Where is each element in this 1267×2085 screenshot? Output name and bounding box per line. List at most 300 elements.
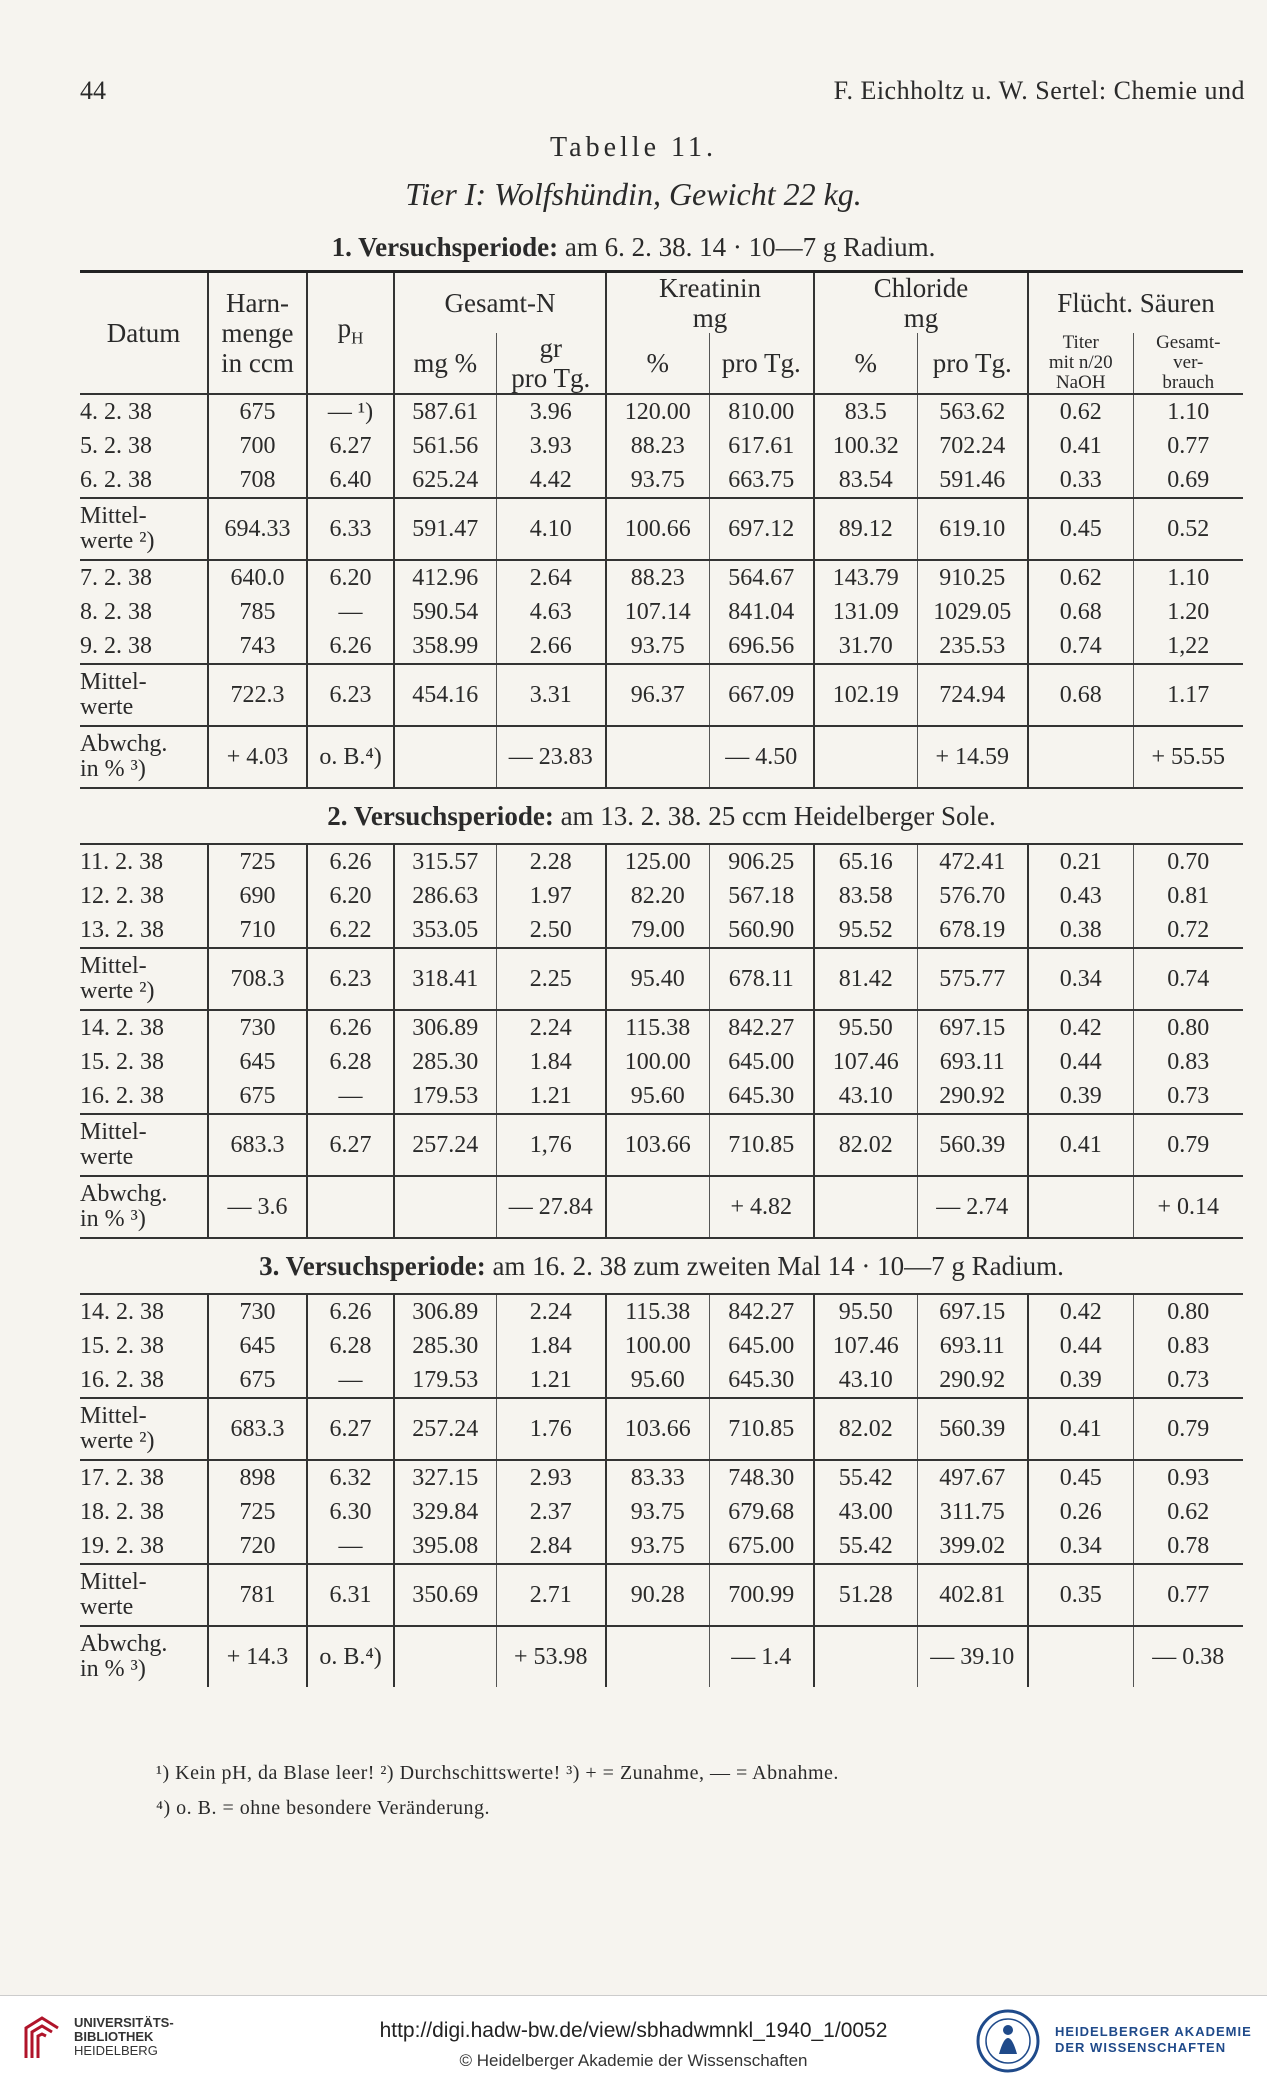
table-cell: 590.54 — [394, 595, 496, 629]
page-footer — [0, 1995, 1267, 2085]
table-cell: 6.23 — [307, 664, 394, 726]
change-row-label: Abwchg. in % ³) — [80, 1631, 168, 1682]
row-date: 19. 2. 38 — [80, 1532, 164, 1559]
table-cell — [814, 726, 917, 788]
table-cell: 358.99 — [394, 629, 496, 664]
table-cell: 2.24 — [496, 1294, 606, 1329]
mean-row-label: Mittel- werte ²) — [80, 1403, 155, 1454]
table-cell: 6.31 — [307, 1564, 394, 1626]
table-cell: 100.66 — [606, 498, 709, 560]
table-cell: 724.94 — [917, 664, 1028, 726]
row-date: 15. 2. 38 — [80, 1048, 164, 1075]
table-cell: 0.62 — [1133, 1495, 1243, 1529]
col-header-chloride-pct: % — [814, 333, 917, 394]
table-cell: 96.37 — [606, 664, 709, 726]
table-cell: — 27.84 — [496, 1176, 606, 1238]
table-row — [80, 560, 1243, 595]
table-cell: 3.93 — [496, 429, 606, 463]
table-cell: — 39.10 — [917, 1626, 1028, 1687]
table-cell: 0.39 — [1028, 1079, 1133, 1114]
table-cell: 43.00 — [814, 1495, 917, 1529]
table-cell: 6.23 — [307, 948, 394, 1010]
col-header-gesamt-n: Gesamt-N — [394, 272, 606, 334]
table-cell: 327.15 — [394, 1460, 496, 1495]
table-cell: 6.28 — [307, 1045, 394, 1079]
table-cell: 690 — [208, 879, 307, 913]
table-cell: 4.42 — [496, 463, 606, 498]
table-cell: 0.35 — [1028, 1564, 1133, 1626]
running-title: F. Eichholtz u. W. Sertel: Chemie und — [833, 76, 1245, 105]
table-cell — [307, 1176, 394, 1238]
table-cell: 103.66 — [606, 1114, 709, 1176]
table-cell: 290.92 — [917, 1363, 1028, 1398]
table-cell: 841.04 — [709, 595, 814, 629]
academy-name: HEIDELBERGER AKADEMIE DER WISSENSCHAFTEN — [1055, 2024, 1252, 2055]
table-cell: 563.62 — [917, 394, 1028, 429]
table-cell: 0.74 — [1133, 948, 1243, 1010]
table-cell: 678.11 — [709, 948, 814, 1010]
table-cell: 0.73 — [1133, 1363, 1243, 1398]
change-row — [80, 1176, 1243, 1238]
table-cell: 103.66 — [606, 1398, 709, 1460]
table-cell: 0.78 — [1133, 1529, 1243, 1564]
table-cell: 2.28 — [496, 844, 606, 879]
table-row — [80, 429, 1243, 463]
table-cell: 285.30 — [394, 1045, 496, 1079]
table-cell: 675.00 — [709, 1529, 814, 1564]
table-cell: 694.33 — [208, 498, 307, 560]
table-cell: 2.66 — [496, 629, 606, 664]
table-cell: 0.83 — [1133, 1045, 1243, 1079]
table-cell: 842.27 — [709, 1010, 814, 1045]
table-row — [80, 394, 1243, 429]
table-cell: 710.85 — [709, 1114, 814, 1176]
table-cell: 0.74 — [1028, 629, 1133, 664]
table-cell: 6.26 — [307, 1010, 394, 1045]
table-cell: 708.3 — [208, 948, 307, 1010]
table-cell: 6.27 — [307, 1114, 394, 1176]
data-table — [80, 270, 1243, 1687]
table-cell: 617.61 — [709, 429, 814, 463]
table-cell: 257.24 — [394, 1114, 496, 1176]
table-cell: 257.24 — [394, 1398, 496, 1460]
table-cell: 6.22 — [307, 913, 394, 948]
table-cell: 702.24 — [917, 429, 1028, 463]
table-cell: 95.50 — [814, 1294, 917, 1329]
table-cell: 6.20 — [307, 560, 394, 595]
table-cell: 560.39 — [917, 1398, 1028, 1460]
table-cell: 0.73 — [1133, 1079, 1243, 1114]
row-date: 14. 2. 38 — [80, 1014, 164, 1041]
table-cell: 0.34 — [1028, 948, 1133, 1010]
table-cell: 710.85 — [709, 1398, 814, 1460]
table-cell: 89.12 — [814, 498, 917, 560]
table-cell: 95.60 — [606, 1079, 709, 1114]
row-date: 7. 2. 38 — [80, 564, 152, 591]
table-cell — [606, 726, 709, 788]
table-cell: 6.28 — [307, 1329, 394, 1363]
table-cell: 561.56 — [394, 429, 496, 463]
period-title-row — [80, 1238, 1243, 1294]
table-cell: 645.00 — [709, 1045, 814, 1079]
col-header-kreatinin-pro-tg: pro Tg. — [709, 333, 814, 394]
mean-row — [80, 664, 1243, 726]
table-cell: 0.62 — [1028, 560, 1133, 595]
table-cell: 0.41 — [1028, 429, 1133, 463]
table-cell: 6.26 — [307, 629, 394, 664]
table-row — [80, 879, 1243, 913]
table-cell: — 0.38 — [1133, 1626, 1243, 1687]
table-row — [80, 1045, 1243, 1079]
table-cell: 2.64 — [496, 560, 606, 595]
mean-row — [80, 1114, 1243, 1176]
period-title: 2. Versuchsperiode: am 13. 2. 38. 25 ccm Heidelberger Sole. — [327, 800, 996, 831]
table-cell: 88.23 — [606, 560, 709, 595]
table-cell: 95.52 — [814, 913, 917, 948]
mean-row-label: Mittel- werte — [80, 1119, 147, 1170]
row-date: 13. 2. 38 — [80, 916, 164, 943]
period-title-row — [80, 788, 1243, 844]
table-cell: + 53.98 — [496, 1626, 606, 1687]
table-cell: 107.14 — [606, 595, 709, 629]
copyright-notice: © Heidelberger Akademie der Wissenschaften — [459, 2051, 808, 2070]
table-row — [80, 1363, 1243, 1398]
table-cell: 107.46 — [814, 1045, 917, 1079]
academy-seal-icon — [975, 2008, 1041, 2074]
table-cell: + 14.59 — [917, 726, 1028, 788]
table-cell: 4.63 — [496, 595, 606, 629]
table-row — [80, 595, 1243, 629]
table-subtitle: Tier I: Wolfshündin, Gewicht 22 kg. — [405, 176, 862, 212]
table-cell: 0.42 — [1028, 1010, 1133, 1045]
table-cell: 683.3 — [208, 1398, 307, 1460]
table-cell: 0.43 — [1028, 879, 1133, 913]
table-cell: 3.31 — [496, 664, 606, 726]
change-row-label: Abwchg. in % ³) — [80, 731, 168, 782]
row-date: 8. 2. 38 — [80, 598, 152, 625]
table-cell: 898 — [208, 1460, 307, 1495]
table-cell: 645.30 — [709, 1079, 814, 1114]
table-cell: 0.39 — [1028, 1363, 1133, 1398]
table-cell: 700.99 — [709, 1564, 814, 1626]
table-cell: 722.3 — [208, 664, 307, 726]
table-cell: 0.34 — [1028, 1529, 1133, 1564]
col-header-kreatinin-pct: % — [606, 333, 709, 394]
table-cell: 315.57 — [394, 844, 496, 879]
table-cell: 663.75 — [709, 463, 814, 498]
table-cell: 95.40 — [606, 948, 709, 1010]
table-cell: 2.84 — [496, 1529, 606, 1564]
table-cell: 693.11 — [917, 1045, 1028, 1079]
col-header-chloride: Chloride mg — [814, 272, 1028, 334]
table-cell: 6.20 — [307, 879, 394, 913]
table-cell: 472.41 — [917, 844, 1028, 879]
table-cell: 1.76 — [496, 1398, 606, 1460]
table-cell: 567.18 — [709, 879, 814, 913]
table-cell: 0.44 — [1028, 1045, 1133, 1079]
table-cell: 285.30 — [394, 1329, 496, 1363]
table-cell: 402.81 — [917, 1564, 1028, 1626]
col-header-datum: Datum — [106, 318, 181, 348]
col-header-chloride-pro-tg: pro Tg. — [917, 333, 1028, 394]
table-cell: 31.70 — [814, 629, 917, 664]
table-cell: 0.33 — [1028, 463, 1133, 498]
footnote-2: ⁴) o. B. = ohne besondere Veränderung. — [156, 1797, 491, 1819]
footnote-1: ¹) Kein pH, da Blase leer! ²) Durchschittswerte! ³) + = Zunahme, — = Abnahme. — [156, 1762, 839, 1784]
table-cell: 100.00 — [606, 1329, 709, 1363]
table-cell: 6.30 — [307, 1495, 394, 1529]
col-header-gr-pro-tg: gr pro Tg. — [496, 333, 606, 394]
table-cell: 743 — [208, 629, 307, 664]
table-cell: 683.3 — [208, 1114, 307, 1176]
change-row — [80, 726, 1243, 788]
table-cell — [814, 1176, 917, 1238]
table-cell: 82.02 — [814, 1398, 917, 1460]
table-row — [80, 1460, 1243, 1495]
table-cell: + 14.3 — [208, 1626, 307, 1687]
table-cell: 1029.05 — [917, 595, 1028, 629]
table-row — [80, 1010, 1243, 1045]
table-cell: 412.96 — [394, 560, 496, 595]
table-cell: 0.45 — [1028, 498, 1133, 560]
row-date: 9. 2. 38 — [80, 632, 152, 659]
table-cell: 725 — [208, 844, 307, 879]
table-cell: 675 — [208, 394, 307, 429]
table-cell: 6.27 — [307, 1398, 394, 1460]
table-cell: 0.38 — [1028, 913, 1133, 948]
table-cell: 2.71 — [496, 1564, 606, 1626]
table-cell: 679.68 — [709, 1495, 814, 1529]
table-cell: 1.10 — [1133, 394, 1243, 429]
table-cell: 125.00 — [606, 844, 709, 879]
table-cell: o. B.⁴) — [307, 726, 394, 788]
table-cell: 329.84 — [394, 1495, 496, 1529]
table-cell: 1.97 — [496, 879, 606, 913]
table-cell: 65.16 — [814, 844, 917, 879]
table-cell: 693.11 — [917, 1329, 1028, 1363]
table-cell: 179.53 — [394, 1079, 496, 1114]
table-row — [80, 1329, 1243, 1363]
table-cell: — 4.50 — [709, 726, 814, 788]
col-header-titer: Titer mit n/20 NaOH — [1028, 333, 1133, 394]
table-cell: — — [307, 1363, 394, 1398]
table-cell: 645.00 — [709, 1329, 814, 1363]
table-cell: 1.84 — [496, 1329, 606, 1363]
table-cell — [1028, 1176, 1133, 1238]
mean-row-label: Mittel- werte ²) — [80, 953, 155, 1004]
table-row — [80, 913, 1243, 948]
table-cell: 810.00 — [709, 394, 814, 429]
table-cell: 2.24 — [496, 1010, 606, 1045]
row-date: 17. 2. 38 — [80, 1464, 164, 1491]
table-row — [80, 1529, 1243, 1564]
table-cell: 353.05 — [394, 913, 496, 948]
table-cell: 748.30 — [709, 1460, 814, 1495]
table-cell: 1.17 — [1133, 664, 1243, 726]
table-body — [80, 394, 1243, 1687]
table-cell: — — [307, 595, 394, 629]
table-cell: 1.21 — [496, 1363, 606, 1398]
col-header-harnmenge: Harn- menge in ccm — [208, 272, 307, 395]
source-url-link[interactable]: http://digi.hadw-bw.de/view/sbhadwmnkl_1940_1/0052 — [379, 2019, 888, 2042]
table-cell: 587.61 — [394, 394, 496, 429]
table-cell: 454.16 — [394, 664, 496, 726]
table-cell: 842.27 — [709, 1294, 814, 1329]
library-name: UNIVERSITÄTS- BIBLIOTHEK HEIDELBERG — [74, 2015, 174, 2058]
mean-row — [80, 1398, 1243, 1460]
table-cell — [394, 1176, 496, 1238]
table-cell: 235.53 — [917, 629, 1028, 664]
table-cell: 3.96 — [496, 394, 606, 429]
table-cell: 6.26 — [307, 1294, 394, 1329]
mean-row — [80, 948, 1243, 1010]
table-cell: 100.00 — [606, 1045, 709, 1079]
table-cell: — — [307, 1529, 394, 1564]
table-cell: 0.45 — [1028, 1460, 1133, 1495]
table-cell: 1,76 — [496, 1114, 606, 1176]
table-cell: 0.77 — [1133, 1564, 1243, 1626]
mean-row-label: Mittel- werte — [80, 669, 147, 720]
table-cell: 591.46 — [917, 463, 1028, 498]
row-date: 5. 2. 38 — [80, 432, 152, 459]
table-cell — [814, 1626, 917, 1687]
table-cell: 564.67 — [709, 560, 814, 595]
table-cell: 1,22 — [1133, 629, 1243, 664]
table-cell: + 55.55 — [1133, 726, 1243, 788]
table-cell: 95.60 — [606, 1363, 709, 1398]
mean-row-label: Mittel- werte ²) — [80, 503, 155, 554]
table-cell: 645.30 — [709, 1363, 814, 1398]
table-cell: + 4.03 — [208, 726, 307, 788]
table-cell: 730 — [208, 1294, 307, 1329]
table-cell: 619.10 — [917, 498, 1028, 560]
table-cell: 710 — [208, 913, 307, 948]
table-cell: 51.28 — [814, 1564, 917, 1626]
table-cell: 6.33 — [307, 498, 394, 560]
table-cell: 1.20 — [1133, 595, 1243, 629]
table-cell: 645 — [208, 1329, 307, 1363]
table-cell: 0.69 — [1133, 463, 1243, 498]
change-row — [80, 1626, 1243, 1687]
table-cell: 55.42 — [814, 1529, 917, 1564]
table-cell: 93.75 — [606, 463, 709, 498]
table-cell: + 4.82 — [709, 1176, 814, 1238]
table-cell: 497.67 — [917, 1460, 1028, 1495]
table-cell: 83.58 — [814, 879, 917, 913]
table-cell: 93.75 — [606, 1495, 709, 1529]
table-cell: 675 — [208, 1079, 307, 1114]
table-cell: 395.08 — [394, 1529, 496, 1564]
table-cell: 43.10 — [814, 1079, 917, 1114]
table-cell: 143.79 — [814, 560, 917, 595]
table-cell: 82.20 — [606, 879, 709, 913]
table-cell: — 1.4 — [709, 1626, 814, 1687]
table-cell — [1028, 1626, 1133, 1687]
table-cell: 678.19 — [917, 913, 1028, 948]
table-row — [80, 1294, 1243, 1329]
table-cell: 910.25 — [917, 560, 1028, 595]
table-cell: 700 — [208, 429, 307, 463]
table-cell: 0.77 — [1133, 429, 1243, 463]
row-date: 4. 2. 38 — [80, 398, 152, 425]
table-cell: 318.41 — [394, 948, 496, 1010]
table-cell: 179.53 — [394, 1363, 496, 1398]
table-cell: 100.32 — [814, 429, 917, 463]
table-cell: 0.26 — [1028, 1495, 1133, 1529]
table-cell: 0.62 — [1028, 394, 1133, 429]
table-cell: 0.21 — [1028, 844, 1133, 879]
table-cell: 0.80 — [1133, 1294, 1243, 1329]
period-title: 3. Versuchsperiode: am 16. 2. 38 zum zweiten Mal 14 · 10—7 g Radium. — [259, 1250, 1064, 1281]
page-number: 44 — [80, 76, 106, 105]
col-header-mg-pct: mg % — [394, 333, 496, 394]
mean-row-label: Mittel- werte — [80, 1569, 147, 1620]
table-cell: 0.68 — [1028, 595, 1133, 629]
table-cell: 0.42 — [1028, 1294, 1133, 1329]
row-date: 11. 2. 38 — [80, 848, 164, 875]
table-cell: 667.09 — [709, 664, 814, 726]
table-cell: 88.23 — [606, 429, 709, 463]
table-label: Tabelle 11. — [550, 132, 717, 163]
table-cell: 591.47 — [394, 498, 496, 560]
table-cell: 2.50 — [496, 913, 606, 948]
table-cell — [606, 1626, 709, 1687]
table-row — [80, 1079, 1243, 1114]
table-cell: 0.68 — [1028, 664, 1133, 726]
table-cell: 0.83 — [1133, 1329, 1243, 1363]
table-cell: 0.93 — [1133, 1460, 1243, 1495]
table-cell: 350.69 — [394, 1564, 496, 1626]
col-header-kreatinin: Kreatinin mg — [606, 272, 814, 334]
table-cell: 102.19 — [814, 664, 917, 726]
row-date: 16. 2. 38 — [80, 1082, 164, 1109]
table-cell: 6.26 — [307, 844, 394, 879]
table-cell: 93.75 — [606, 1529, 709, 1564]
table-cell: 286.63 — [394, 879, 496, 913]
period-1-title: 1. Versuchsperiode: am 6. 2. 38. 14 · 10—7 g Radium. — [331, 232, 936, 262]
table-cell: 0.79 — [1133, 1398, 1243, 1460]
table-cell: 0.79 — [1133, 1114, 1243, 1176]
mean-row — [80, 1564, 1243, 1626]
table-cell: 115.38 — [606, 1294, 709, 1329]
row-date: 15. 2. 38 — [80, 1332, 164, 1359]
table-cell: 560.90 — [709, 913, 814, 948]
table-row — [80, 1495, 1243, 1529]
table-cell — [394, 726, 496, 788]
table-cell: 6.40 — [307, 463, 394, 498]
table-row — [80, 463, 1243, 498]
table-cell: 43.10 — [814, 1363, 917, 1398]
table-cell: 781 — [208, 1564, 307, 1626]
table-cell: 6.27 — [307, 429, 394, 463]
table-cell: 115.38 — [606, 1010, 709, 1045]
table-cell: — — [307, 1079, 394, 1114]
table-cell: 55.42 — [814, 1460, 917, 1495]
table-cell: 6.32 — [307, 1460, 394, 1495]
table-cell: 4.10 — [496, 498, 606, 560]
table-cell: 576.70 — [917, 879, 1028, 913]
table-row — [80, 629, 1243, 664]
table-cell: 0.41 — [1028, 1398, 1133, 1460]
table-cell: 625.24 — [394, 463, 496, 498]
table-cell: 2.25 — [496, 948, 606, 1010]
table-cell: 81.42 — [814, 948, 917, 1010]
table-cell: 675 — [208, 1363, 307, 1398]
table-cell: 306.89 — [394, 1294, 496, 1329]
table-cell: 645 — [208, 1045, 307, 1079]
table-cell: 95.50 — [814, 1010, 917, 1045]
table-cell: 1.84 — [496, 1045, 606, 1079]
